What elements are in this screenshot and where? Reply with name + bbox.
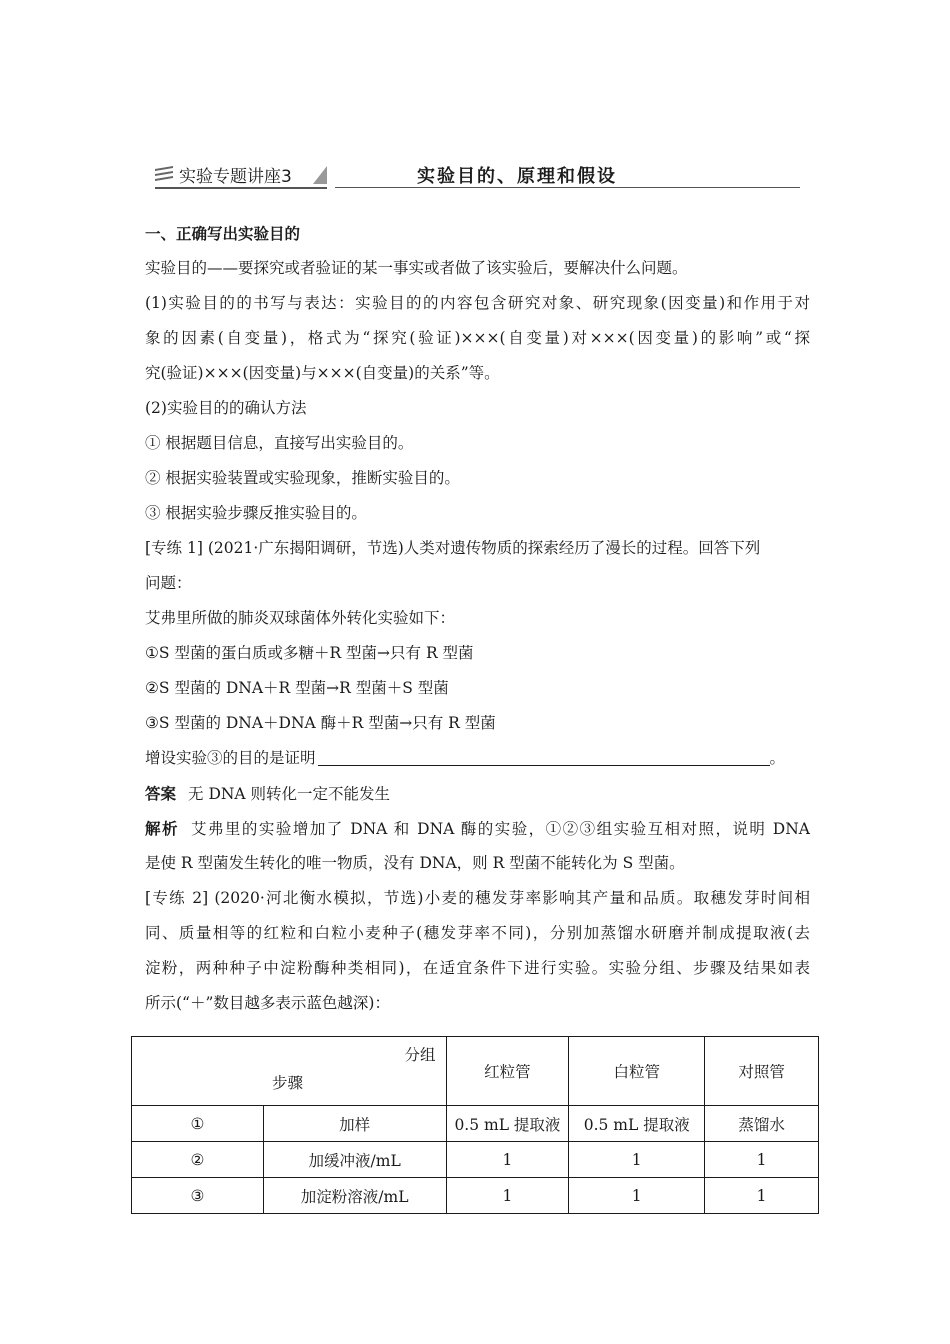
question-text: 增设实验③的目的是证明 (145, 749, 316, 767)
subheading: (2)实验目的的确认方法 (145, 399, 307, 417)
answer-text: 无 DNA 则转化一定不能发生 (188, 785, 391, 803)
column-header: 红粒管 (446, 1037, 569, 1106)
exercise2-line: 同、质量相等的红粒和白粒小麦种子(穗发芽率不同)，分别加蒸馏水研磨并制成提取液(去 (145, 924, 810, 942)
column-header: 白粒管 (569, 1037, 705, 1106)
table-row (132, 1178, 819, 1214)
column-header: 对照管 (705, 1037, 819, 1106)
exercise2-line: 所示(“＋”数目越多表示蓝色越深)： (145, 994, 390, 1012)
row-step: 加样 (263, 1106, 446, 1142)
series-label: 实验专题讲座3 (179, 167, 292, 187)
row-number: ③ (132, 1178, 264, 1214)
exercise2-text: (2020·河北衡水模拟，节选)小麦的穗发芽率影响其产量和品质。取穗发芽时间相 (214, 889, 810, 907)
page-title: 实验目的、原理和假设 (417, 166, 617, 187)
table-cell: 1 (446, 1142, 569, 1178)
stripes-icon (155, 166, 175, 182)
experiment-item: ②S 型菌的 DNA＋R 型菌→R 型菌＋S 型菌 (145, 679, 449, 697)
analysis-text: 艾弗里的实验增加了 DNA 和 DNA 酶的实验，①②③组实验互相对照，说明 DNA (190, 820, 810, 838)
method-item: ② 根据实验装置或实验现象，推断实验目的。 (145, 469, 460, 487)
table-cell: 0.5 mL 提取液 (446, 1106, 569, 1142)
analysis-line: 是使 R 型菌发生转化的唯一物质，没有 DNA，则 R 型菌不能转化为 S 型菌。 (145, 854, 685, 872)
table-row (132, 1106, 819, 1142)
row-number: ① (132, 1106, 264, 1142)
table-row (132, 1142, 819, 1178)
table-cell: 1 (446, 1178, 569, 1214)
paragraph-line: (1)实验目的的书写与表达：实验目的的内容包含研究对象、研究现象(因变量)和作用于对 (145, 294, 810, 312)
lecture-header (155, 160, 800, 190)
table-cell: 1 (569, 1142, 705, 1178)
exercise1-first-line (145, 531, 810, 566)
answer-line (145, 776, 810, 811)
answer-blank (318, 748, 770, 766)
intro-paragraph: 实验目的——要探究或者验证的某一事实或者做了该实验后，要解决什么问题。 (145, 259, 688, 277)
paragraph-line: 究(验证)×××(因变量)与×××(自变量)的关系”等。 (145, 364, 500, 382)
series-banner (155, 160, 327, 188)
table-cell: 0.5 mL 提取液 (569, 1106, 705, 1142)
exercise1-text: (2021·广东揭阳调研，节选)人类对遗传物质的探索经历了漫长的过程。回答下列 (207, 539, 761, 557)
row-step: 加缓冲液/mL (263, 1142, 446, 1178)
method-item: ③ 根据实验步骤反推实验目的。 (145, 504, 367, 522)
question-line (145, 741, 810, 776)
section-heading: 一、正确写出实验目的 (145, 224, 301, 243)
experiment-item: ③S 型菌的 DNA＋DNA 酶＋R 型菌→只有 R 型菌 (145, 714, 496, 732)
method-item: ① 根据题目信息，直接写出实验目的。 (145, 434, 414, 452)
table-cell: 1 (705, 1142, 819, 1178)
exercise1-line: 问题： (145, 574, 192, 592)
question-end: 。 (769, 749, 786, 767)
analysis-line (145, 811, 810, 846)
experiment-item: ①S 型菌的蛋白质或多糖＋R 型菌→只有 R 型菌 (145, 644, 474, 662)
paragraph-line: 象的因素(自变量)，格式为“探究(验证)×××(自变量)对×××(因变量)的影响”或“探 (145, 329, 810, 347)
exercise2-tag: [专练 2] (145, 889, 209, 907)
table-cell: 1 (705, 1178, 819, 1214)
analysis-label: 解析 (145, 819, 179, 838)
table-cell: 1 (569, 1178, 705, 1214)
experiment-table (131, 1036, 819, 1214)
exercise1-line: 艾弗里所做的肺炎双球菌体外转化实验如下： (145, 609, 456, 627)
header-rule-left (155, 187, 327, 189)
corner-top-label: 分组 (404, 1046, 436, 1064)
exercise2-line: 淀粉，两种种子中淀粉酶种类相同)，在适宜条件下进行实验。实验分组、步骤及结果如表 (145, 959, 810, 977)
table-corner-cell (132, 1037, 447, 1106)
table-cell: 蒸馏水 (705, 1106, 819, 1142)
document-body (145, 216, 810, 1021)
corner-wedge-icon (313, 166, 327, 184)
exercise2-first-line (145, 881, 810, 916)
row-step: 加淀粉溶液/mL (263, 1178, 446, 1214)
table-header-row (132, 1037, 819, 1106)
answer-label: 答案 (145, 784, 177, 803)
corner-bottom-label: 步骤 (272, 1074, 304, 1092)
exercise1-tag: [专练 1] (145, 539, 203, 557)
row-number: ② (132, 1142, 264, 1178)
